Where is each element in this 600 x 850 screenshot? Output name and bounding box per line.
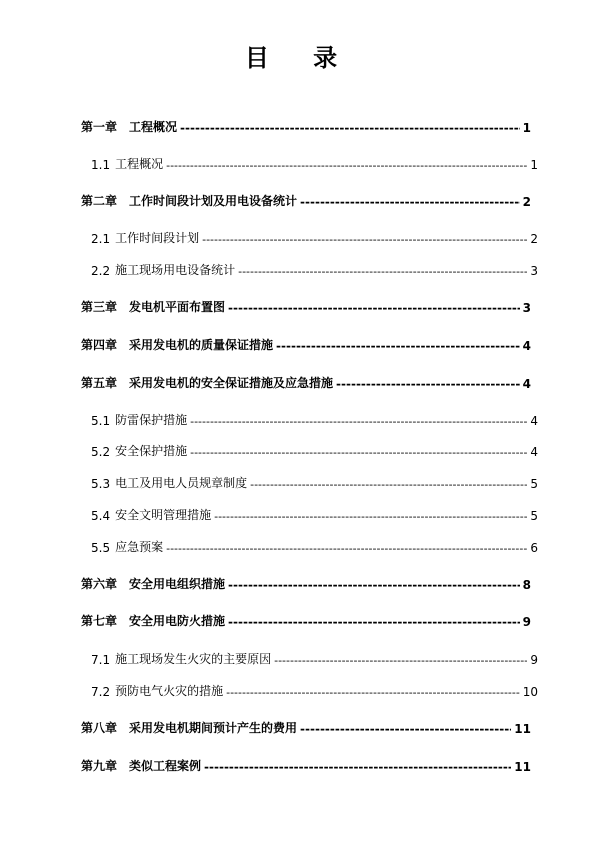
toc-entry-section-5-1[interactable] xyxy=(91,411,538,428)
toc-entry-page: 9 xyxy=(522,615,531,629)
toc-title: 目 录 xyxy=(244,44,356,72)
toc-entry-page: 4 xyxy=(522,339,531,353)
toc-entry-label: 安全保护措施 xyxy=(115,444,188,458)
toc-leader xyxy=(226,685,520,699)
toc-entry-page: 3 xyxy=(522,301,531,315)
toc-entry-page: 2 xyxy=(530,232,538,246)
toc-entry-number: 第三章 xyxy=(81,300,118,314)
toc-entry-page: 4 xyxy=(530,445,538,459)
toc-entry-label: 类似工程案例 xyxy=(129,759,202,773)
toc-entry-page: 3 xyxy=(530,264,538,278)
toc-entry-page: 6 xyxy=(530,541,538,555)
toc-entry-label: 安全文明管理措施 xyxy=(115,508,212,522)
toc-entry-number: 第七章 xyxy=(81,614,118,628)
toc-leader xyxy=(228,615,520,629)
toc-entry-number: 1.1 xyxy=(91,158,111,172)
toc-entry-page: 11 xyxy=(514,760,531,774)
toc-entry-number: 第一章 xyxy=(81,120,118,134)
toc-leader xyxy=(300,195,520,209)
toc-entry-number: 5.5 xyxy=(91,541,111,555)
toc-entry-section-7-1[interactable] xyxy=(91,650,538,667)
toc-leader xyxy=(228,578,520,592)
toc-leader xyxy=(214,509,527,523)
toc-entry-number: 第四章 xyxy=(81,338,118,352)
toc-leader xyxy=(204,760,511,774)
toc-leader xyxy=(336,377,520,391)
toc-leader xyxy=(250,477,527,491)
toc-entry-label: 工程概况 xyxy=(115,157,164,171)
toc-entry-page: 5 xyxy=(530,477,538,491)
toc-entry-number: 2.2 xyxy=(91,264,111,278)
toc-entry-label: 预防电气火灾的措施 xyxy=(115,684,224,698)
toc-leader xyxy=(300,722,511,736)
toc-entry-chapter-6[interactable] xyxy=(81,575,531,592)
toc-entry-section-5-4[interactable] xyxy=(91,506,538,523)
toc-entry-page: 4 xyxy=(530,414,538,428)
toc-entry-label: 施工现场发生火灾的主要原因 xyxy=(115,652,272,666)
toc-entry-number: 2.1 xyxy=(91,232,111,246)
toc-entry-number: 7.1 xyxy=(91,653,111,667)
toc-entry-page: 8 xyxy=(522,578,531,592)
toc-entry-chapter-2[interactable] xyxy=(81,192,531,209)
toc-entry-chapter-1[interactable] xyxy=(81,118,531,135)
toc-entry-number: 5.3 xyxy=(91,477,111,491)
toc-entry-label: 工作时间段计划 xyxy=(115,231,200,245)
toc-entry-chapter-7[interactable] xyxy=(81,612,531,629)
toc-entry-chapter-5[interactable] xyxy=(81,374,531,391)
toc-entry-page: 10 xyxy=(522,685,538,699)
toc-entry-number: 第六章 xyxy=(81,577,118,591)
toc-entry-label: 工程概况 xyxy=(129,120,178,134)
toc-entry-page: 2 xyxy=(522,195,531,209)
toc-entry-number: 第二章 xyxy=(81,194,118,208)
toc-leader xyxy=(166,541,527,555)
toc-entry-section-5-2[interactable] xyxy=(91,442,538,459)
toc-entry-chapter-3[interactable] xyxy=(81,298,531,315)
toc-entry-page: 11 xyxy=(514,722,531,736)
toc-entry-label: 工作时间段计划及用电设备统计 xyxy=(129,194,298,208)
toc-entry-page: 5 xyxy=(530,509,538,523)
toc-leader xyxy=(276,339,520,353)
toc-entry-section-5-5[interactable] xyxy=(91,538,538,555)
toc-entry-page: 1 xyxy=(530,158,538,172)
toc-entry-label: 采用发电机的质量保证措施 xyxy=(129,338,274,352)
toc-entry-label: 防雷保护措施 xyxy=(115,413,188,427)
toc-entry-number: 5.1 xyxy=(91,414,111,428)
toc-entry-number: 第五章 xyxy=(81,376,118,390)
toc-entry-page: 4 xyxy=(522,377,531,391)
toc-entry-label: 安全用电防火措施 xyxy=(129,614,226,628)
toc-leader xyxy=(190,445,527,459)
toc-entry-chapter-4[interactable] xyxy=(81,336,531,353)
toc-entry-number: 第九章 xyxy=(81,759,118,773)
toc-entry-section-7-2[interactable] xyxy=(91,682,538,699)
toc-entry-label: 安全用电组织措施 xyxy=(129,577,226,591)
toc-leader xyxy=(202,232,527,246)
toc-entry-label: 施工现场用电设备统计 xyxy=(115,263,236,277)
toc-leader xyxy=(274,653,527,667)
toc-leader xyxy=(166,158,527,172)
toc-entry-chapter-8[interactable] xyxy=(81,719,531,736)
toc-leader xyxy=(180,121,520,135)
toc-entry-number: 第八章 xyxy=(81,721,118,735)
toc-leader xyxy=(190,414,527,428)
toc-entry-page: 1 xyxy=(522,121,531,135)
toc-leader xyxy=(238,264,527,278)
toc-entry-label: 采用发电机的安全保证措施及应急措施 xyxy=(129,376,334,390)
toc-entry-section-1-1[interactable] xyxy=(91,155,538,172)
toc-entry-section-2-1[interactable] xyxy=(91,229,538,246)
toc-entry-number: 5.2 xyxy=(91,445,111,459)
toc-entry-section-2-2[interactable] xyxy=(91,261,538,278)
toc-entry-chapter-9[interactable] xyxy=(81,757,531,774)
toc-entry-label: 电工及用电人员规章制度 xyxy=(115,476,248,490)
toc-entry-number: 5.4 xyxy=(91,509,111,523)
toc-entry-page: 9 xyxy=(530,653,538,667)
toc-entry-label: 发电机平面布置图 xyxy=(129,300,226,314)
toc-entry-label: 应急预案 xyxy=(115,540,164,554)
toc-leader xyxy=(228,301,520,315)
toc-entry-number: 7.2 xyxy=(91,685,111,699)
toc-entry-label: 采用发电机期间预计产生的费用 xyxy=(129,721,298,735)
toc-entry-section-5-3[interactable] xyxy=(91,474,538,491)
